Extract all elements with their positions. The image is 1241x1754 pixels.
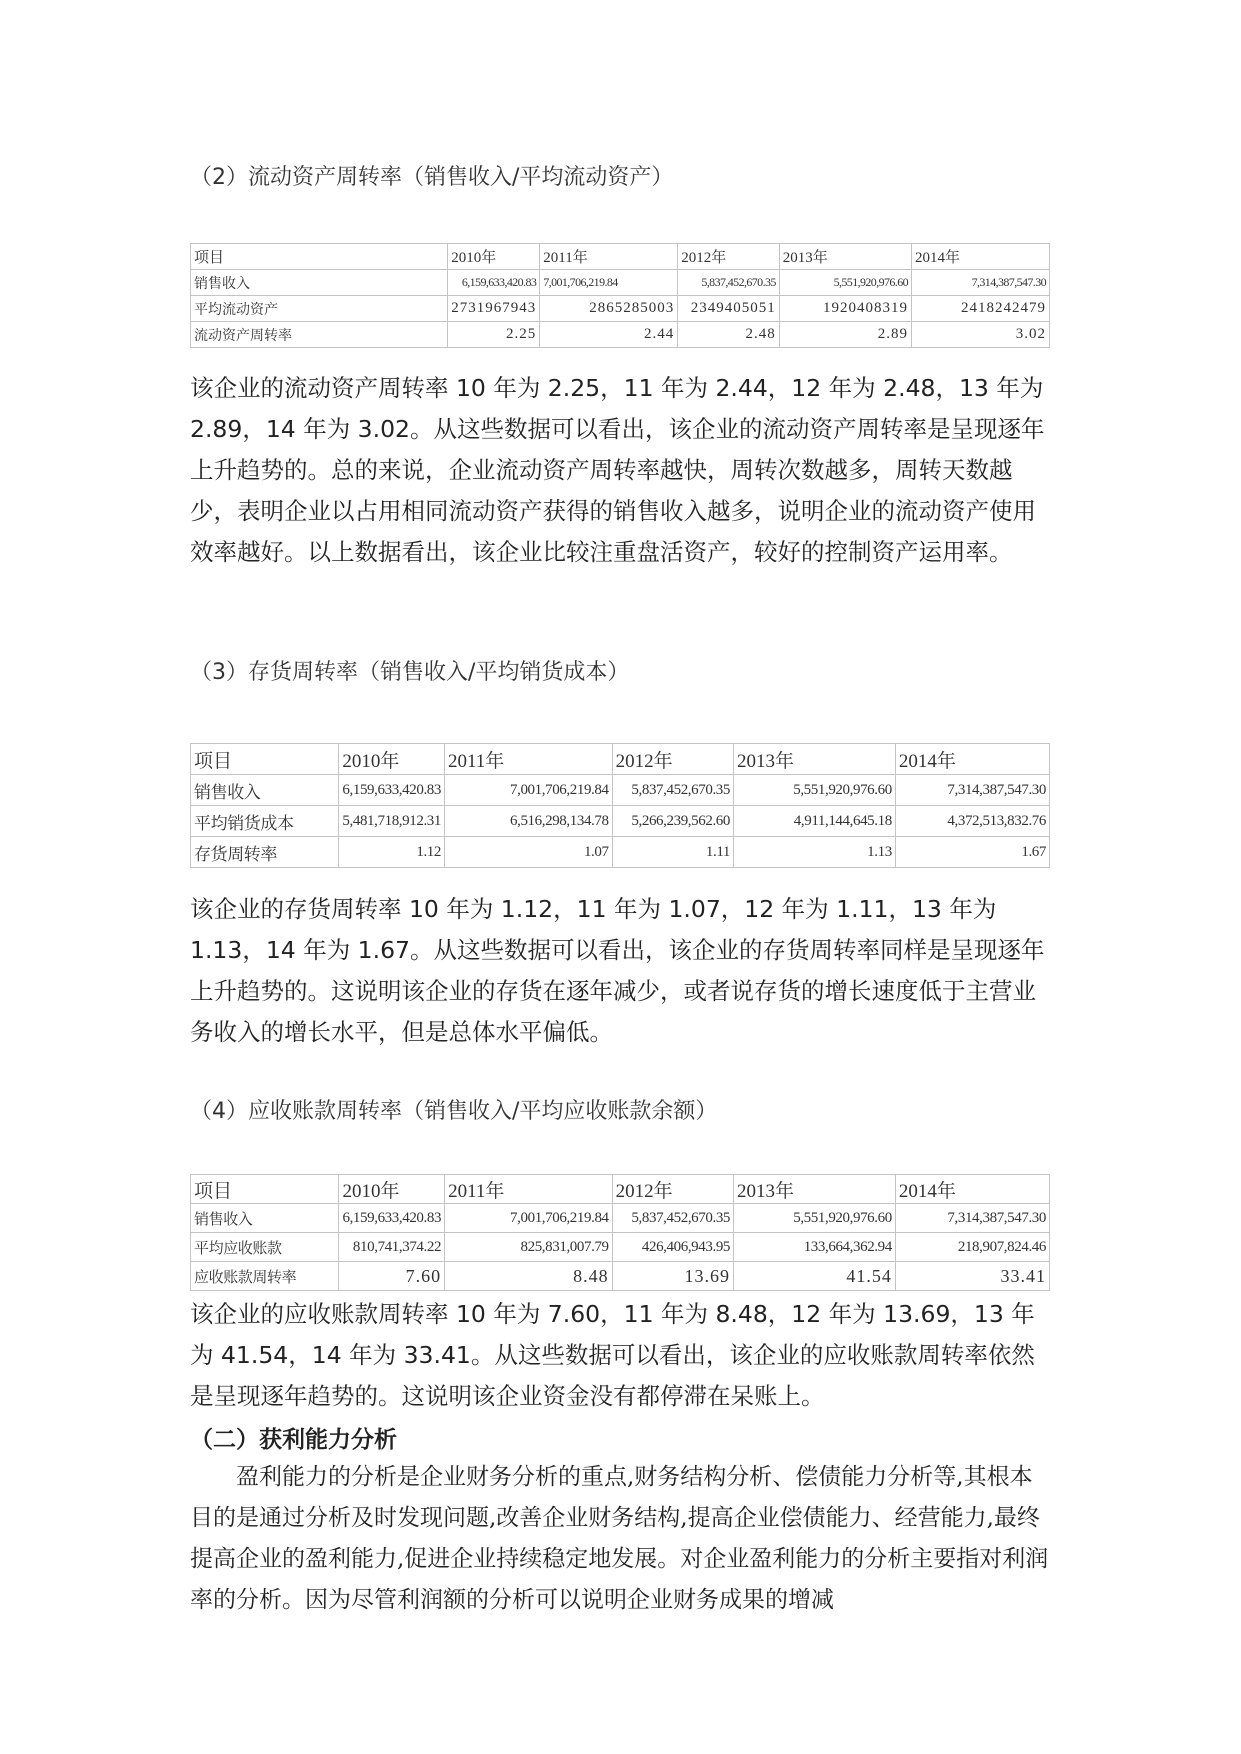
paragraph-text: 该企业的应收账款周转率 10 年为 7.60，11 年为 8.48，12 年为 13.69，13 年为 41.54，14 年为 33.41。从这些数据可以看出，该企业的应收账款周转率依然是呈现逐年趋势的。这说明该企业资金没有都停滞在呆账上。 [190,1300,1035,1410]
row-label: 销售收入 [191,270,448,296]
inventory-turnover-table-grid [190,743,1050,868]
table-cell: 7,314,387,547.30 [895,775,1049,806]
profitability-paragraph [190,1457,1052,1621]
table-cell: 2.25 [448,322,540,348]
table-cell: 4,911,144,645.18 [734,806,896,837]
table-cell: 218,907,824.46 [895,1233,1049,1262]
table-cell: 6,159,633,420.83 [339,1204,445,1233]
table-cell: 5,837,452,670.35 [612,775,733,806]
header-cell: 2013年 [734,744,896,775]
header-cell: 2013年 [779,244,911,270]
table-cell: 1.12 [339,837,445,868]
table-cell: 7,314,387,547.30 [895,1204,1049,1233]
table-cell: 7.60 [339,1262,445,1291]
table-cell: 6,159,633,420.83 [339,775,445,806]
table-row [191,296,1050,322]
table-cell: 7,001,706,219.84 [445,775,613,806]
table-cell: 8.48 [445,1262,613,1291]
table-cell: 13.69 [612,1262,733,1291]
table-cell: 2.44 [540,322,678,348]
table-cell: 2.89 [779,322,911,348]
header-cell: 2011年 [540,244,678,270]
current-asset-turnover-table [190,243,1050,348]
table-cell: 7,001,706,219.84 [540,270,678,296]
table-cell: 1.13 [734,837,896,868]
table-row [191,1233,1050,1262]
section-heading-receivables-turnover: （4）应收账款周转率（销售收入/平均应收账款余额） [190,1099,718,1124]
table-row [191,806,1050,837]
table-cell: 426,406,943.95 [612,1233,733,1262]
table-cell: 1920408319 [779,296,911,322]
row-label: 流动资产周转率 [191,322,448,348]
row-label: 平均应收账款 [191,1233,339,1262]
row-label: 存货周转率 [191,837,339,868]
header-cell: 2011年 [445,1175,613,1204]
section-title-profitability: （二）获利能力分析 [190,1427,397,1453]
table-header-row [191,244,1050,270]
table-cell: 41.54 [734,1262,896,1291]
table-cell: 6,516,298,134.78 [445,806,613,837]
table-row [191,837,1050,868]
header-cell: 2014年 [912,244,1050,270]
table-row [191,1262,1050,1291]
table-row [191,775,1050,806]
header-cell: 2014年 [895,1175,1049,1204]
header-cell: 项目 [191,1175,339,1204]
table-cell: 5,481,718,912.31 [339,806,445,837]
row-label: 销售收入 [191,775,339,806]
header-cell: 2011年 [445,744,613,775]
header-cell: 2010年 [448,244,540,270]
header-cell: 2013年 [734,1175,896,1204]
table-cell: 5,837,452,670.35 [612,1204,733,1233]
header-cell: 2014年 [895,744,1049,775]
table-cell: 5,551,920,976.60 [734,775,896,806]
table-cell: 3.02 [912,322,1050,348]
header-cell: 2010年 [339,744,445,775]
row-label: 平均流动资产 [191,296,448,322]
table-cell: 5,551,920,976.60 [779,270,911,296]
header-cell: 2010年 [339,1175,445,1204]
table-cell: 2.48 [678,322,780,348]
header-cell: 2012年 [612,1175,733,1204]
table-row [191,322,1050,348]
paragraph-text: 该企业的流动资产周转率 10 年为 2.25，11 年为 2.44，12 年为 2.48，13 年为 2.89，14 年为 3.02。从这些数据可以看出，该企业的流动资产周转率是呈现逐年上升趋势的。总的来说，企业流动资产周转率越快，周转次数越多，周转天数越少，表明企业以占用相同流动资产获得的销售收入越多，说明企业的流动资产使用效率越好。以上数据看出，该企业比较注重盘活资产，较好的控制资产运用率。 [190,374,1045,566]
analysis-paragraph-inventory [190,889,1050,1053]
table-cell: 6,159,633,420.83 [448,270,540,296]
table-cell: 133,664,362.94 [734,1233,896,1262]
receivables-turnover-table [190,1174,1050,1291]
table-cell: 7,314,387,547.30 [912,270,1050,296]
table-cell: 2865285003 [540,296,678,322]
table-cell: 7,001,706,219.84 [445,1204,613,1233]
table-cell: 2418242479 [912,296,1050,322]
table-cell: 5,837,452,670.35 [678,270,780,296]
row-label: 平均销货成本 [191,806,339,837]
table-row [191,270,1050,296]
table-cell: 1.67 [895,837,1049,868]
table-cell: 810,741,374.22 [339,1233,445,1262]
table-cell: 825,831,007.79 [445,1233,613,1262]
section-heading-current-asset-turnover: （2）流动资产周转率（销售收入/平均流动资产） [190,165,674,190]
header-cell: 2012年 [612,744,733,775]
header-cell: 2012年 [678,244,780,270]
table-cell: 33.41 [895,1262,1049,1291]
paragraph-text: 盈利能力的分析是企业财务分析的重点,财务结构分析、偿债能力分析等,其根本目的是通过分析及时发现问题,改善企业财务结构,提高企业偿债能力、经营能力,最终提高企业的盈利能力,促进企业持续稳定地发展。对企业盈利能力的分析主要指对利润率的分析。因为尽管利润额的分析可以说明企业财务成果的增减 [190,1464,1049,1613]
table-header-row [191,744,1050,775]
row-label: 销售收入 [191,1204,339,1233]
row-label: 应收账款周转率 [191,1262,339,1291]
table-cell: 2731967943 [448,296,540,322]
header-cell: 项目 [191,744,339,775]
table-header-row [191,1175,1050,1204]
table-cell: 1.07 [445,837,613,868]
header-cell: 项目 [191,244,448,270]
analysis-paragraph-current-asset [190,368,1050,573]
table-cell: 1.11 [612,837,733,868]
table-cell: 5,266,239,562.60 [612,806,733,837]
table-cell: 5,551,920,976.60 [734,1204,896,1233]
section-heading-inventory-turnover: （3）存货周转率（销售收入/平均销货成本） [190,660,630,685]
paragraph-text: 该企业的存货周转率 10 年为 1.12，11 年为 1.07，12 年为 1.11，13 年为 1.13，14 年为 1.67。从这些数据可以看出，该企业的存货周转率同样是呈现逐年上升趋势的。这说明该企业的存货在逐年减少，或者说存货的增长速度低于主营业务收入的增长水平，但是总体水平偏低。 [190,895,1045,1046]
table-row [191,1204,1050,1233]
table-cell: 2349405051 [678,296,780,322]
analysis-paragraph-receivables [190,1294,1050,1417]
table-cell: 4,372,513,832.76 [895,806,1049,837]
